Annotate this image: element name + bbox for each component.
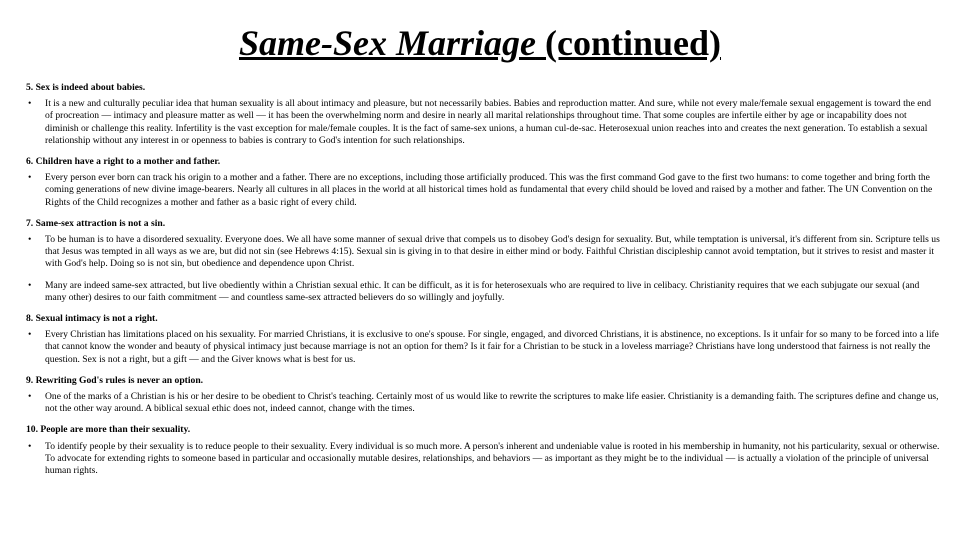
section-10 xyxy=(26,424,940,477)
section-heading: 6. Children have a right to a mother and father. xyxy=(26,156,221,168)
bullet-text: Every Christian has limitations placed on his sexuality. For married Christians, it is exclusive to one's spouse. For single, engaged, and divorced Christians, it is abstinence, no exceptions. Is it unfair for so many to be forced into a life that cannot know the wonder and beauty of physical intimacy just because marriage is not an option for them? Is it fair for a Christian to be stuck in a loveless marriage? Christians have long understood that fairness is not really the question. Sex is not a right, but a gift — and the Giver knows what is best for us. xyxy=(45,329,939,365)
bullet-marker: • xyxy=(28,279,32,291)
bullet-marker: • xyxy=(28,98,32,110)
slide-title xyxy=(0,22,960,64)
section-8 xyxy=(26,313,940,366)
slide-title-italic: Same-Sex Marriage xyxy=(238,23,536,63)
bullet-item xyxy=(26,98,940,147)
bullet-item xyxy=(26,329,940,366)
section-heading: 7. Same-sex attraction is not a sin. xyxy=(26,217,166,229)
bullet-marker: • xyxy=(28,172,32,184)
bullet-item xyxy=(26,234,940,271)
bullet-item xyxy=(26,280,940,304)
bullet-text: Many are indeed same-sex attracted, but live obediently within a Christian sexual ethic. It can be difficult, as it is for heterosexuals who are required to live in celibacy. Christianity requires that we each subjugate our sexual (and many other) desires to our faith commitment — and countless same-sex attracted believers do so willingly and joyfully. xyxy=(45,279,920,303)
bullet-text: One of the marks of a Christian is his or her desire to be obedient to Christ's teaching. Certainly most of us would like to rewrite the scriptures to make life easier. Christianity is a demanding faith. The scriptures define and change us, not the other way around. A biblical sexual ethic does not, indeed cannot, change with the times. xyxy=(45,391,939,415)
bullet-marker: • xyxy=(28,440,32,452)
bullet-text: It is a new and culturally peculiar idea that human sexuality is all about intimacy and pleasure, but not necessarily babies. Babies and reproduction matter. And sure, while not every male/female sexual engagement is toward the end of procreation — intimacy and pleasure matter as well — it has been the overwhelming norm and desire in nearly all marital relationships throughout time. That some couples are infertile either by age or incapability does not diminish or challenge this reality. Infertility is the vast exception for male/female couples. It is the fact of same-sex unions, a human cul-de-sac. Heterosexual union reaches into and creates the next generation. To establish a sexual relationship without any interest in or openness to babies is contrary to God's intention for such relationships. xyxy=(45,98,932,146)
section-6 xyxy=(26,156,940,209)
section-heading: 10. People are more than their sexuality. xyxy=(26,424,191,436)
section-heading: 9. Rewriting God's rules is never an option. xyxy=(26,374,204,386)
bullet-item xyxy=(26,391,940,415)
bullet-marker: • xyxy=(28,234,32,246)
bullet-marker: • xyxy=(28,391,32,403)
slide-content xyxy=(26,82,940,486)
slide-title-underlined xyxy=(239,23,721,63)
section-7 xyxy=(26,218,940,304)
bullet-item xyxy=(26,172,940,209)
bullet-text: To identify people by their sexuality is to reduce people to their sexuality. Every individual is so much more. A person's inherent and undeniable value is rooted in his membership in humanity, not his particularity, sexual or otherwise. To advocate for extending rights to someone based in particular and occasionally mutable desires, relationships, and behaviors — as important as they might be to the individual — is actually a violation of the principle of universal human rights. xyxy=(45,440,940,477)
section-heading: 5. Sex is indeed about babies. xyxy=(26,82,146,93)
section-9 xyxy=(26,375,940,416)
section-heading: 8. Sexual intimacy is not a right. xyxy=(26,313,158,325)
section-5 xyxy=(26,82,940,147)
bullet-text: To be human is to have a disordered sexuality. Everyone does. We all have some manner of sexual drive that compels us to disobey God's design for sexuality. But, while temptation is universal, it's different from sin. Scripture tells us that Jesus was tempted in all ways as we are, but did not sin (see Hebrews 4:15). Sexual sin is giving in to that desire in either mind or body. Faithful Christian discipleship cannot avoid temptation, but it strives to resist and master it with God's help. Doing so is not sin, but obedience and dependence upon Christ. xyxy=(45,234,940,270)
bullet-item xyxy=(26,441,940,478)
slide-title-rest: (continued) xyxy=(535,23,721,63)
bullet-text: Every person ever born can track his origin to a mother and a father. There are no exceptions, including those artificially produced. This was the first command God gave to the first two humans: to come together and bring forth the coming generations of new divine image-bearers. Nearly all cultures in all places in the world at all historical times hold as fundamental that every child should be loved and raised by a mother and father. The UN Convention on the Rights of the Child recognizes a mother and father as a basic right of every child. xyxy=(45,172,933,208)
bullet-marker: • xyxy=(28,329,32,341)
